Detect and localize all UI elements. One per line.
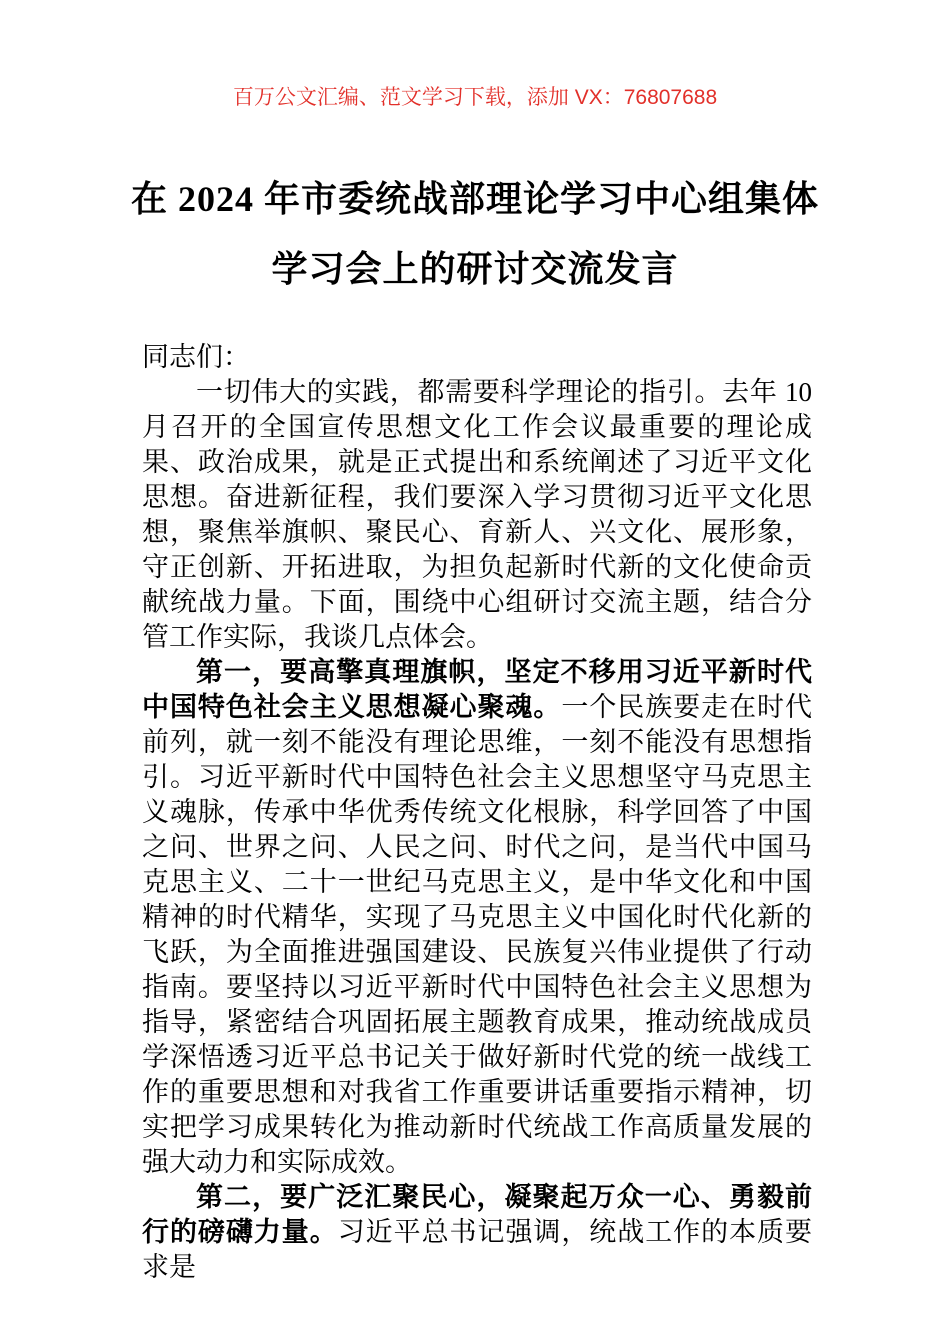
paragraph-point-1-lead: 第一，要高擎真理旗帜，坚定不移用习近平新时代中国特色社会主义思想凝心聚魂。 bbox=[142, 657, 812, 722]
document-title bbox=[0, 164, 950, 304]
document-title-line-1: 在 2024 年市委统战部理论学习中心组集体 bbox=[130, 179, 819, 219]
paragraph-point-2-lead: 第二，要广泛汇聚民心，凝聚起万众一心、勇毅前行的磅礴力量。 bbox=[142, 1182, 812, 1247]
promo-banner: 百万公文汇编、范文学习下载，添加 VX：76807688 bbox=[232, 86, 718, 109]
paragraph-point-1 bbox=[142, 655, 812, 1180]
paragraph-point-1-text: 一个民族要走在时代前列，就一刻不能没有理论思维，一刻不能没有思想指引。习近平新时代中国特色社会主义思想坚守马克思主义魂脉，传承中华优秀传统文化根脉，科学回答了中国之问、世界之问、人民之问、时代之问，是当代中国马克思主义、二十一世纪马克思主义，是中华文化和中国精神的时代精华，实现了马克思主义中国化时代化新的飞跃，为全面推进强国建设、民族复兴伟业提供了行动指南。要坚持以习近平新时代中国特色社会主义思想为指导，紧密结合巩固拓展主题教育成果，推动统战成员学深悟透习近平总书记关于做好新时代党的统一战线工作的重要思想和对我省工作重要讲话重要指示精神，切实把学习成果转化为推动新时代统战工作高质量发展的强大动力和实际成效。 bbox=[142, 692, 813, 1177]
paragraph-point-2 bbox=[142, 1180, 812, 1285]
document-title-line-2: 学习会上的研讨交流发言 bbox=[271, 249, 679, 289]
salutation: 同志们： bbox=[142, 342, 250, 372]
document-body bbox=[0, 340, 950, 1285]
paragraph-point-2-text: 习近平总书记强调，统战工作的本质要求是 bbox=[142, 1217, 813, 1282]
paragraph-intro: 一切伟大的实践，都需要科学理论的指引。去年 10 月召开的全国宣传思想文化工作会议最重要的理论成果、政治成果，就是正式提出和系统阐述了习近平文化思想。奋进新征程，我们要深入学习贯彻习近平文化思想，聚焦举旗帜、聚民心、育新人、兴文化、展形象，守正创新、开拓进取，为担负起新时代新的文化使命贡献统战力量。下面，围绕中心组研讨交流主题，结合分管工作实际，我谈几点体会。 bbox=[142, 377, 812, 652]
